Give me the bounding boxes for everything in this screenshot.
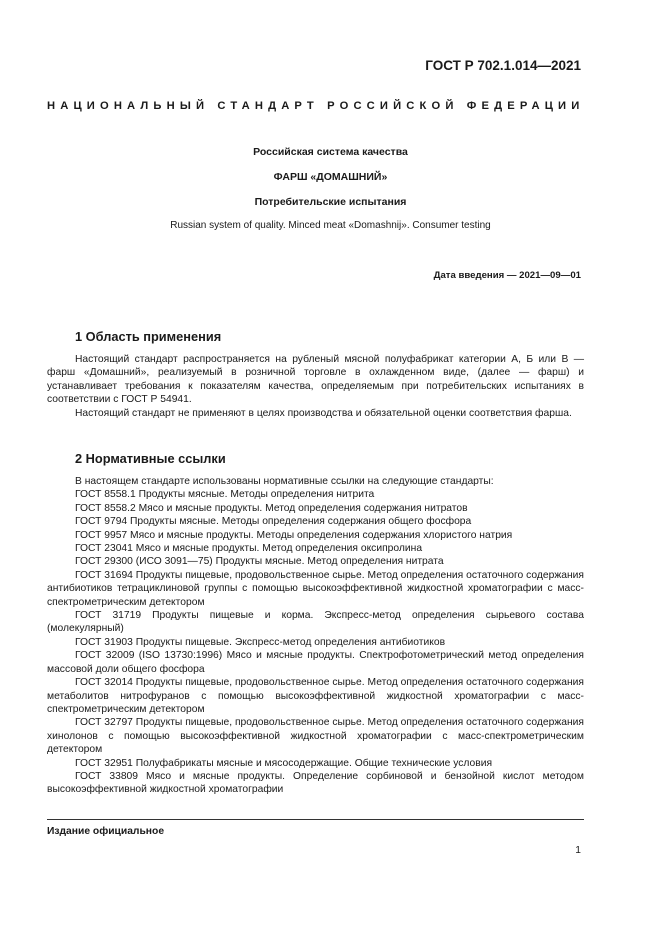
reference-item: ГОСТ 8558.2 Мясо и мясные продукты. Метод определения содержания нитратов	[75, 502, 468, 514]
document-subtitle: Потребительские испытания	[254, 196, 407, 208]
reference-item: ГОСТ 31903 Продукты пищевые. Экспресс-метод определения антибиотиков	[75, 636, 446, 648]
reference-item: ГОСТ 9957 Мясо и мясные продукты. Методы определения содержания хлористого натрия	[75, 529, 513, 541]
paragraph: В настоящем стандарте использованы нормативные ссылки на следующие стандарты:	[75, 476, 494, 487]
document-number: ГОСТ Р 702.1.014—2021	[425, 58, 581, 73]
reference-item: ГОСТ 29300 (ИСО 3091—75) Продукты мясные. Метод определения нитрата	[75, 556, 444, 568]
reference-item: ГОСТ 9794 Продукты мясные. Методы определения содержания общего фосфора	[75, 516, 472, 528]
introduction-date: Дата введения — 2021—09—01	[433, 270, 581, 281]
paragraph: Настоящий стандарт распространяется на рубленый мясной полуфабрикат категории А, Б или В — фарш «Домашний», реализуемый в розничной торговле в охлажденном виде, (далее — фарш) и устанавливает требования к показателям качества, определяемым при потребительских испытаниях в соответствии с ГОСТ Р 54941.	[47, 354, 584, 406]
english-title: Russian system of quality. Minced meat «Domashnij». Consumer testing	[170, 220, 491, 231]
section-body-scope	[47, 353, 584, 420]
edition-label: Издание официальное	[47, 826, 165, 837]
document-title: ФАРШ «ДОМАШНИЙ»	[273, 171, 388, 183]
reference-item: ГОСТ 31719 Продукты пищевые и корма. Экспресс-метод определения сырьевого состава (молекулярный)	[47, 610, 584, 635]
reference-item: ГОСТ 32014 Продукты пищевые, продовольственное сырье. Метод определения остаточного содержания метаболитов нитрофуранов с помощью высокоэффективной жидкостной хроматографии с масс-спектрометрическим детектором	[47, 677, 584, 715]
reference-item: ГОСТ 32009 (ISO 13730:1996) Мясо и мясные продукты. Спектрофотометрический метод определения массовой доли общего фосфора	[47, 650, 584, 675]
reference-item: ГОСТ 31694 Продукты пищевые, продовольственное сырье. Метод определения остаточного содержания антибиотиков тетрациклиновой группы с помощью высокоэффективной жидкостной хроматографии с масс-спектрометрическим детектором	[47, 569, 584, 608]
page-number: 1	[575, 845, 581, 856]
standard-series: Российская система качества	[253, 146, 408, 158]
reference-item: ГОСТ 23041 Мясо и мясные продукты. Метод определения оксипролина	[75, 543, 423, 555]
section-heading-references: 2 Нормативные ссылки	[75, 451, 226, 466]
section-heading-scope: 1 Область применения	[75, 329, 222, 344]
national-standard-banner: НАЦИОНАЛЬНЫЙ СТАНДАРТ РОССИЙСКОЙ ФЕДЕРАЦИИ	[47, 100, 585, 112]
reference-item: ГОСТ 32951 Полуфабрикаты мясные и мясосодержащие. Общие технические условия	[75, 757, 493, 769]
reference-item: ГОСТ 32797 Продукты пищевые, продовольственное сырье. Метод определения остаточного содержания хинолонов с помощью высокоэффективной жидкостной хроматографии с масс-спектрометрическим детектором	[47, 717, 584, 756]
paragraph: Настоящий стандарт не применяют в целях производства и обязательной оценки соответствия фарша.	[75, 407, 572, 419]
reference-item: ГОСТ 33809 Мясо и мясные продукты. Определение сорбиновой и бензойной кислот методом высокоэффективной жидкостной хроматографии	[47, 770, 584, 796]
reference-item: ГОСТ 8558.1 Продукты мясные. Методы определения нитрита	[75, 489, 375, 501]
section-body-references	[47, 475, 584, 797]
footer-divider	[47, 819, 584, 820]
